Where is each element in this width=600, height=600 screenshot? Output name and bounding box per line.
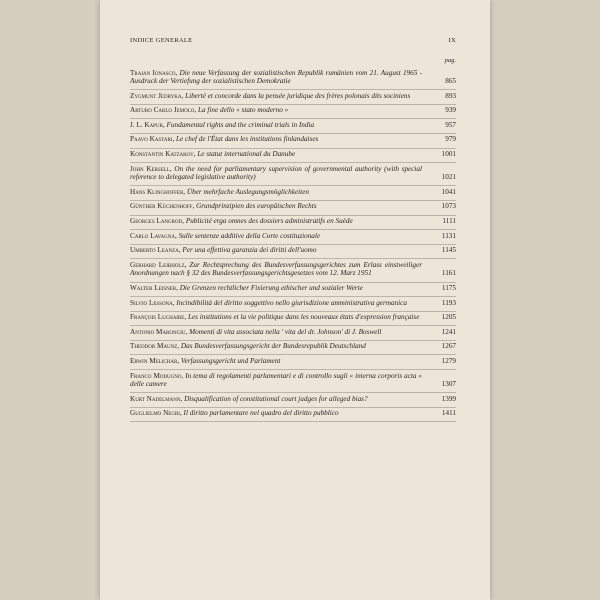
toc-entry <box>130 90 456 105</box>
entry-author: Erwin Melichar, <box>130 356 180 365</box>
entry-page-number: 1041 <box>441 187 456 196</box>
entry-author: Guglielmo Negri, <box>130 409 182 418</box>
entry-author: Carlo Lavagna, <box>130 231 177 240</box>
toc-entry-text <box>130 357 432 366</box>
entry-title: Die neue Verfassung der sozialistischen Republik rumänien vom 21. August 1965 - Ausdruck der Vertiefung der sozialistischen Demokratie <box>130 68 422 86</box>
entry-page-number: 939 <box>445 106 456 115</box>
toc-entry-text <box>130 372 432 389</box>
entry-author: Zygmunt Jedryka, <box>130 91 184 100</box>
entry-page-number: 865 <box>445 77 456 86</box>
header-title: INDICE GENERALE <box>130 37 193 44</box>
toc-entry-text <box>130 202 432 211</box>
entry-author: Hans Klinghoffer, <box>130 187 186 196</box>
toc-entry-text <box>130 150 432 159</box>
entry-page-number: 1193 <box>441 298 456 307</box>
entry-title: Das Bundesverfassungsgericht der Bundesrepublik Deutschland <box>180 342 366 351</box>
toc-entry-text <box>130 342 432 351</box>
entry-page-number: 1205 <box>441 313 456 322</box>
entry-page-number: 1073 <box>441 202 456 211</box>
toc-entry <box>130 283 456 298</box>
entry-page-number: 957 <box>445 120 456 129</box>
entry-page-number: 1241 <box>441 327 456 336</box>
toc-entry-text <box>130 246 432 255</box>
toc-entry <box>130 259 456 282</box>
entry-title: Publicité erga omnes des dossiers administratifs en Suède <box>185 217 353 226</box>
toc-entry <box>130 326 456 341</box>
toc-entry-text <box>130 217 432 226</box>
entry-author: Günther Küchenhoff, <box>130 202 195 211</box>
entry-author: François Luchaire, <box>130 313 187 322</box>
toc-entry <box>130 393 456 408</box>
toc-entry-text <box>130 261 432 278</box>
entry-author: Paavo Kastari, <box>130 135 175 144</box>
toc-entry <box>130 230 456 245</box>
entry-title: Fundamental rights and the criminal trials in India <box>166 120 315 129</box>
entry-page-number: 1145 <box>441 246 456 255</box>
toc-entry-text <box>130 92 432 101</box>
toc-entry <box>130 134 456 149</box>
entry-title: La fine dello « stato moderno » <box>198 106 289 115</box>
page-column-label: pag. <box>444 57 456 64</box>
entry-page-number: 1279 <box>441 356 456 365</box>
toc-entry-text <box>130 299 432 308</box>
entry-title: Verfassungsgericht und Parlament <box>180 356 281 365</box>
running-header <box>130 37 456 44</box>
entry-title: Le chef de l'État dans les institutions finlandaises <box>176 135 319 144</box>
toc-entry <box>130 312 456 327</box>
entry-title: Über mehrfache Auslegungsmöglichkeiten <box>186 187 309 196</box>
entry-title: Disqualification of constitutional court judges for alleged bias? <box>184 394 368 403</box>
entry-page-number: 1267 <box>441 342 456 351</box>
entry-title: On the need for parliamentary supervision of governmental authority (with special reference to delegated legislative authority) <box>130 164 423 182</box>
toc-entry <box>130 119 456 134</box>
toc-entry-text <box>130 232 432 241</box>
entry-title: Per una effettiva garanzia dei diritti dell'uomo <box>182 246 317 255</box>
entry-author: J. L. Kapur, <box>130 120 165 129</box>
toc-entry-text <box>130 395 432 404</box>
entry-page-number: 1001 <box>441 150 456 159</box>
toc-entry <box>130 216 456 231</box>
entry-page-number: 1399 <box>441 394 456 403</box>
entry-author: Traian Ionasco, <box>130 68 178 77</box>
toc-entry-text <box>130 69 432 86</box>
toc-entry-text <box>130 165 432 182</box>
entry-title: Die Grenzen rechtlicher Fixierung ethischer und sozialer Werte <box>179 284 363 292</box>
toc-entry <box>130 201 456 216</box>
toc-entry <box>130 370 456 393</box>
entry-page-number: 1175 <box>441 284 456 292</box>
toc-entry-text <box>130 409 432 418</box>
toc-entry-text <box>130 121 432 130</box>
entry-author: Umberto Leanza, <box>130 246 181 255</box>
entry-title: Liberté et concorde dans la pensée juridique des frères polonais dits sociniens <box>185 91 411 100</box>
entry-author: Konstantin Katzarov, <box>130 150 196 159</box>
toc-entry <box>130 297 456 312</box>
entry-title: Les institutions et la vie politique dans les nouveaux états d'expression française <box>187 313 420 322</box>
entry-page-number: 1161 <box>441 269 456 278</box>
toc-entry-text <box>130 313 432 322</box>
entry-author: Arturo Carlo Jemolo, <box>130 106 197 115</box>
entry-title: Momenti di vita associata nella ' vita del dr. Johnson' di J. Boswell <box>189 327 382 336</box>
entry-author: Theodor Maunz, <box>130 342 180 351</box>
entry-author: Antonio Marongiu, <box>130 327 188 336</box>
entry-page-number: 1411 <box>441 409 456 418</box>
entry-page-number: 1307 <box>441 380 456 389</box>
entry-author: Silvio Lessona, <box>130 298 175 307</box>
toc-entry-text <box>130 106 432 115</box>
entry-title: Sulle sentenze additive della Corte costituzionale <box>178 231 321 240</box>
table-of-contents <box>130 67 456 422</box>
entry-page-number: 1021 <box>441 173 456 182</box>
toc-entry <box>130 149 456 164</box>
toc-entry-text <box>130 188 432 197</box>
toc-entry-text <box>130 284 432 293</box>
entry-page-number: 1131 <box>441 231 456 240</box>
entry-page-number: 893 <box>445 91 456 100</box>
entry-page-number: 979 <box>445 135 456 144</box>
toc-entry <box>130 105 456 120</box>
toc-entry <box>130 341 456 356</box>
entry-author: Franco Modugno, <box>130 371 184 380</box>
entry-author: Georges Langrod, <box>130 217 185 226</box>
toc-entry <box>130 186 456 201</box>
toc-entry <box>130 355 456 370</box>
toc-entry <box>130 408 456 423</box>
entry-title: Grundprinzipien des europäischen Rechts <box>196 202 317 211</box>
toc-entry <box>130 245 456 260</box>
header-page-number: IX <box>448 37 456 44</box>
entry-author: Walter Leisner, <box>130 284 178 292</box>
toc-entry-text <box>130 328 432 337</box>
entry-author: Gerhard Leibholz, <box>130 260 187 269</box>
entry-title: Le statut international du Danube <box>197 150 296 159</box>
entry-title: Il diritto parlamentare nel quadro del diritto pubblico <box>183 409 339 418</box>
entry-page-number: 1111 <box>442 217 456 226</box>
toc-entry-text <box>130 135 432 144</box>
toc-entry <box>130 163 456 186</box>
toc-entry <box>130 67 456 90</box>
entry-title: Incindibilità del diritto soggettivo nello giurisdizione amministrativa germanica <box>176 298 407 307</box>
entry-title: In tema di regolamenti parlamentari e di controllo sugli « interna corporis acta » delle camere <box>130 371 422 389</box>
entry-title: Zur Rechtsprechung des Bundesverfassungsgerichtes zum Erlass einstweiliger Anordnungen nach § 32 des Bundesverfassungsgerichtsgesetzes vom 12. Marz 1951 <box>130 260 422 278</box>
book-page <box>100 0 490 600</box>
entry-author: John Kersell, <box>130 164 172 173</box>
entry-author: Kurt Nadelmann, <box>130 394 183 403</box>
